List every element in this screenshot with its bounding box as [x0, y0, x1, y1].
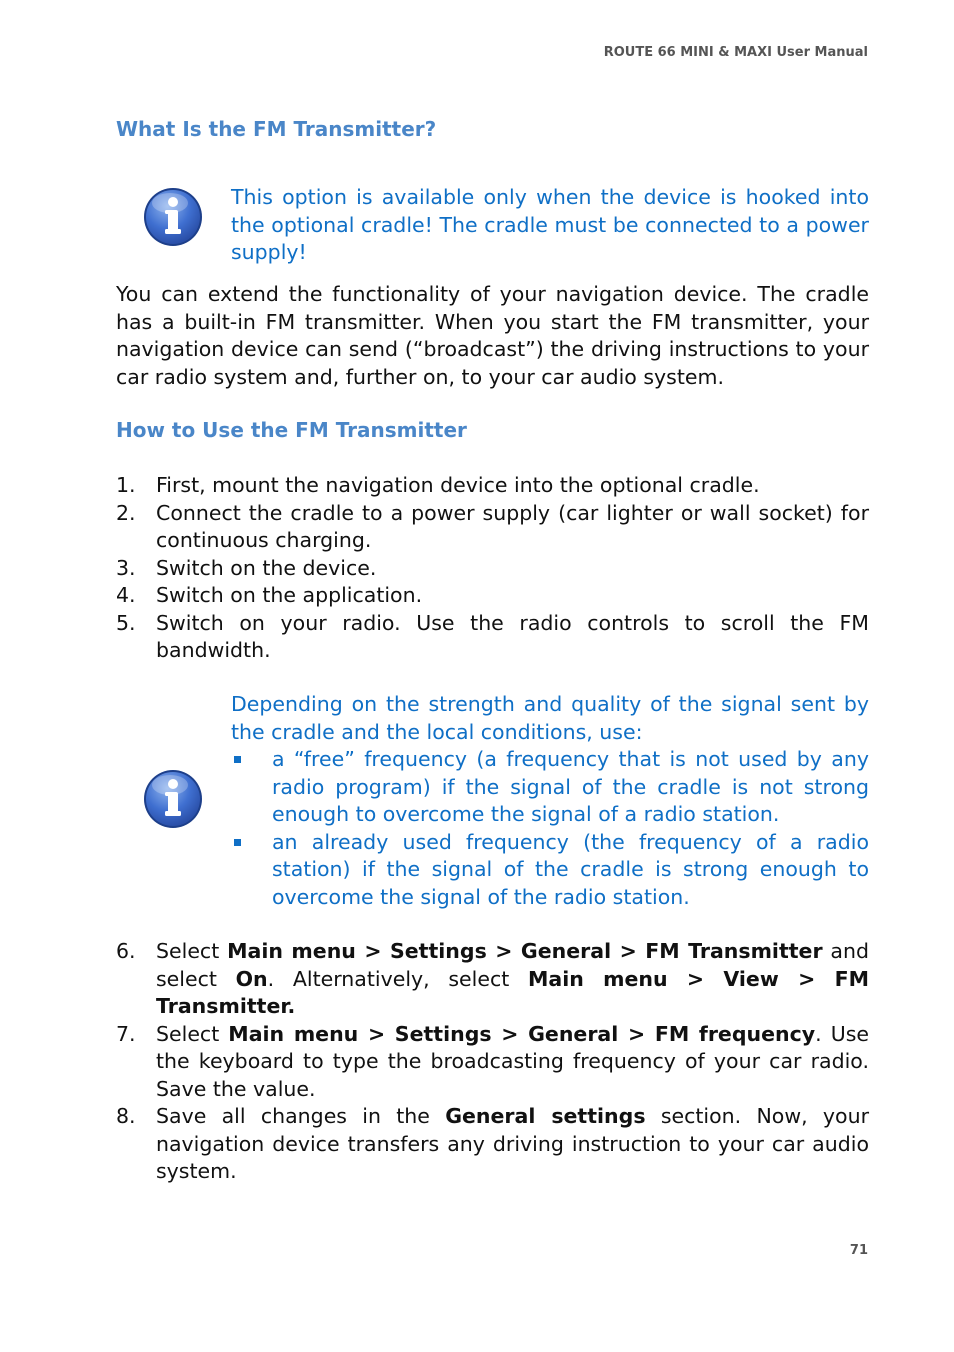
bullet-square — [234, 756, 241, 763]
section-heading-what-is: What Is the FM Transmitter? — [116, 117, 437, 141]
list-item: 1. First, mount the navigation device into the optional cradle. — [116, 473, 760, 497]
list-item: an already used frequency (the frequency of a radio station) if the signal of the cradle is strong enough to overcome the signal of the radio station. — [231, 829, 869, 912]
note-frequency-choice — [231, 691, 869, 911]
list-item: 6. Select Main menu > Settings > General > FM Transmitter and select On. Alternatively, select Main menu > View > FM Transmitter. — [116, 939, 869, 1018]
frequency-bullets — [231, 746, 869, 911]
note-intro: Depending on the strength and quality of the signal sent by the cradle and the local conditions, use: — [231, 692, 869, 744]
list-item: a “free” frequency (a frequency that is not used by any radio program) if the signal of the cradle is not strong enough to overcome the signal of a radio station. — [231, 746, 869, 829]
info-icon — [142, 768, 204, 830]
list-item: 2. Connect the cradle to a power supply (car lighter or wall socket) for continuous charging. — [116, 500, 869, 552]
intro-paragraph: You can extend the functionality of your navigation device. The cradle has a built-in FM transmitter. When you start the FM transmitter, your navigation device can send (“broadcast”) the driving instructions to your car radio system and, further on, to your car audio system. — [116, 282, 869, 389]
list-item: 7. Select Main menu > Settings > General > FM frequency. Use the keyboard to type the broadcasting frequency of your car radio. Save the value. — [116, 1021, 869, 1101]
note-cradle-required: This option is available only when the device is hooked into the optional cradle! The cradle must be connected to a power supply! — [231, 185, 869, 264]
info-icon — [142, 186, 204, 248]
list-item: 8. Save all changes in the General settings section. Now, your navigation device transfers any driving instruction to your car audio system. — [116, 1104, 870, 1183]
page-number: 71 — [849, 1243, 868, 1258]
list-item: 3. Switch on the device. — [116, 555, 377, 580]
list-item: 5. Switch on your radio. Use the radio controls to scroll the FM bandwidth. — [116, 610, 869, 662]
running-header: ROUTE 66 MINI & MAXI User Manual — [603, 45, 868, 60]
steps-list-6-8 — [116, 938, 869, 1186]
bullet-square — [234, 839, 241, 846]
steps-list-1-5 — [116, 472, 869, 665]
section-heading-how-to: How to Use the FM Transmitter — [116, 418, 467, 442]
list-item: 4. Switch on the application. — [116, 583, 423, 607]
